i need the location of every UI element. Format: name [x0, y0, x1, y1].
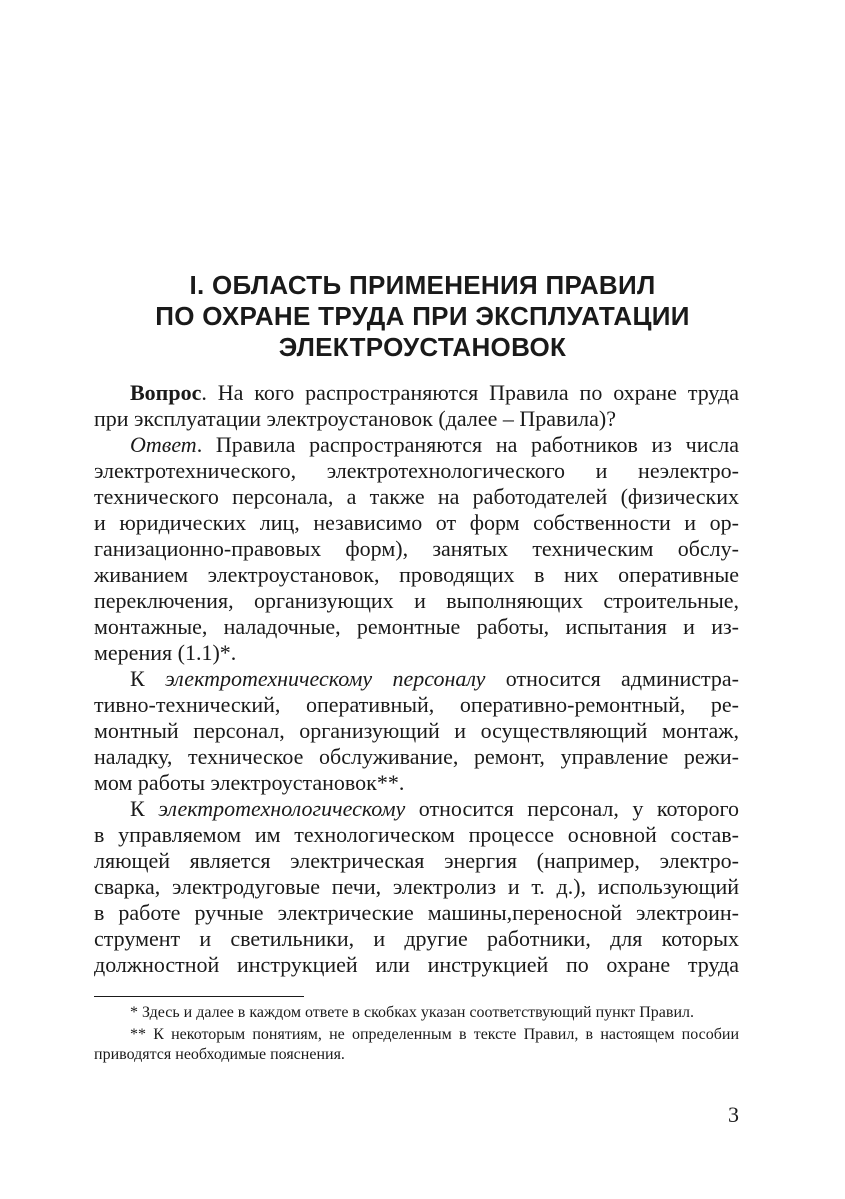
footnotes: [94, 1003, 739, 1067]
body-text: [94, 380, 739, 978]
footnote-1: * Здесь и далее в каждом ответе в скобках указан соответствующий пункт Правил.: [130, 1004, 695, 1021]
answer-paragraph: Ответ. Правила распространяются на работников из числа электротехнического, электротехнологического и неэлектро- технического персонала, а также на работодателей (физических и юридических лиц, независимо от форм собственности и ор- ганизационно-правовых форм), занятых техническим обслу- живанием электроустановок, проводящих в них оперативные переключения, организующих и выполняющих строительные, монтажные, наладочные, ремонтные работы, испытания и из- мерения (1.1)*.: [94, 432, 739, 665]
section-title: [60, 270, 785, 363]
question-label: Вопрос: [130, 380, 202, 405]
title-line-3: ЭЛЕКТРОУСТАНОВОК: [278, 332, 567, 362]
title-line-1: I. ОБЛАСТЬ ПРИМЕНЕНИЯ ПРАВИЛ: [189, 270, 656, 300]
electrotechnological-personnel-paragraph: К электротехнологическому относится персонал, у которого в управляемом им технологическом процессе основной состав- ляющей является электрическая энергия (например, электро- сварка, электродуговые печи, электролиз и т. д.), использующий в работе ручные электрические машины,переносной электроин- струмент и светильники, и другие работники, для которых должностной инструкцией или инструкцией по охране труда: [94, 796, 739, 977]
footnote-2: ** К некоторым понятиям, не определенным в тексте Правил, в настоящем пособии приводятся необходимые пояснения.: [94, 1026, 739, 1063]
term-electrotechnical: электротехническому персоналу: [165, 666, 486, 691]
electrotechnical-personnel-paragraph: К электротехническому персоналу относится администра- тивно-технический, оперативный, оперативно-ремонтный, ре- монтный персонал, организующий и осуществляющий монтаж, наладку, техническое обслуживание, ремонт, управление режи- мом работы электроустановок**.: [94, 666, 739, 795]
answer-label: Ответ: [130, 432, 197, 457]
term-electrotechnological: электротехнологическому: [158, 796, 406, 821]
footnote-divider: [94, 996, 304, 997]
page-number: 3: [728, 1102, 739, 1127]
title-line-2: ПО ОХРАНЕ ТРУДА ПРИ ЭКСПЛУАТАЦИИ: [155, 301, 690, 331]
question-paragraph: Вопрос. На кого распространяются Правила по охране труда при эксплуатации электроустановок (далее – Правила)?: [94, 380, 739, 431]
